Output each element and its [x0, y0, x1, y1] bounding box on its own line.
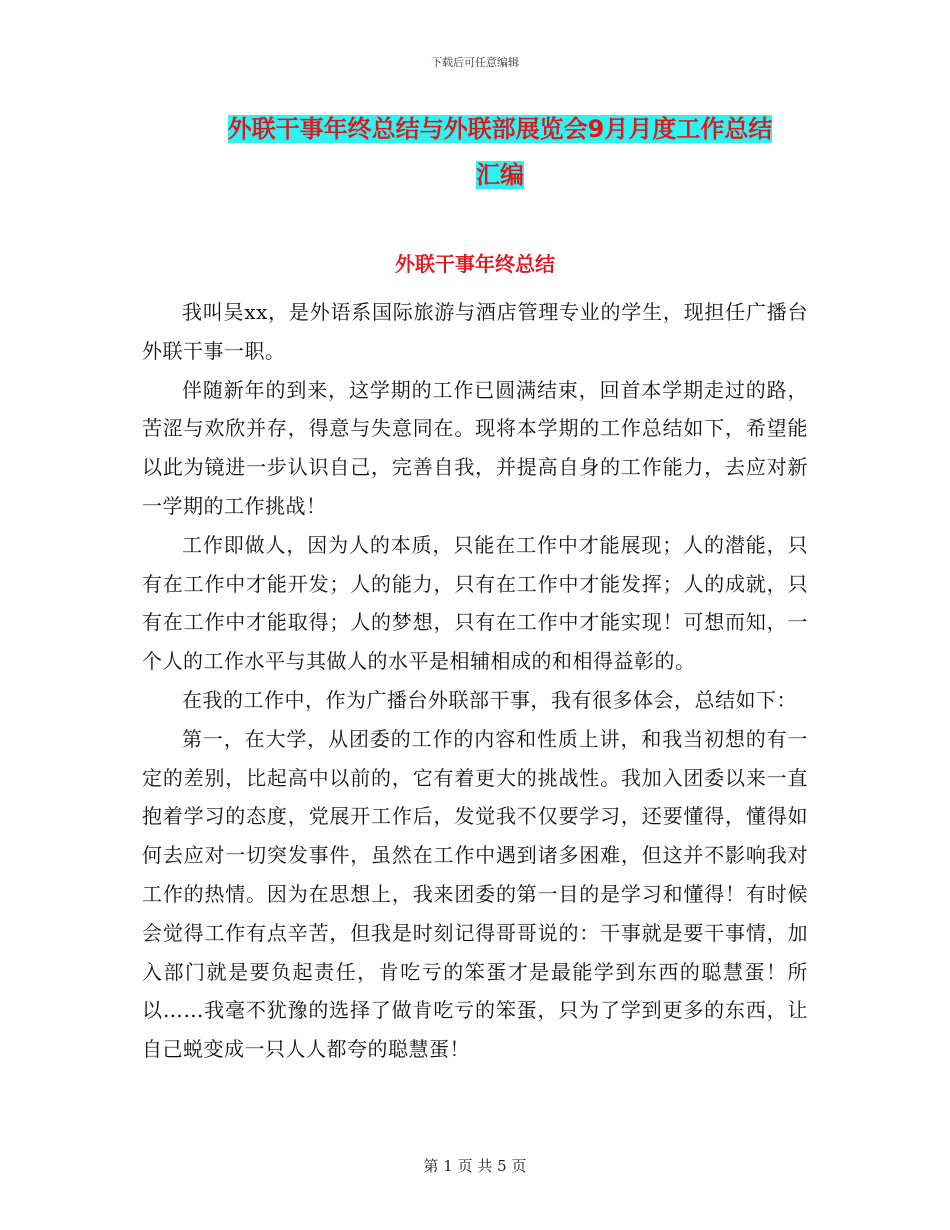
paragraph-5: 第一，在大学，从团委的工作的内容和性质上讲，和我当初想的有一定的差别，比起高中以前的，它有着更大的挑战性。我加入团委以来一直抱着学习的态度，党展开工作后，发觉我不仅要学习，还要懂得，懂得如何去应对一切突发事件，虽然在工作中遇到诸多困难，但这并不影响我对工作的热情。因为在思想上，我来团委的第一目的是学习和懂得！有时候会觉得工作有点辛苦，但我是时刻记得哥哥说的：干事就是要干事情，加入部门就是要负起责任，肯吃亏的笨蛋才是最能学到东西的聪慧蛋！所以……我毫不犹豫的选择了做肯吃亏的笨蛋，只为了学到更多的东西，让自己蜕变成一只人人都夸的聪慧蛋！ — [142, 726, 808, 1062]
paragraph-2: 伴随新年的到来，这学期的工作已圆满结束，回首本学期走过的路，苦涩与欢欣并存，得意与失意同在。现将本学期的工作总结如下，希望能以此为镜进一步认识自己，完善自我，并提高自身的工作能力，去应对新一学期的工作挑战！ — [142, 377, 808, 518]
document-title-line-1: 外联干事年终总结与外联部展览会9月月度工作总结 — [227, 115, 773, 143]
page-number-footer: 第 1 页 共 5 页 — [423, 1157, 527, 1175]
paragraph-1: 我叫吴xx，是外语系国际旅游与酒店管理专业的学生，现担任广播台外联干事一职。 — [142, 300, 808, 363]
page-header-note: 下载后可任意编辑 — [431, 56, 519, 69]
document-title-line-2: 汇编 — [476, 161, 524, 189]
body-text — [142, 293, 808, 1069]
paragraph-3: 工作即做人，因为人的本质，只能在工作中才能展现；人的潜能，只有在工作中才能开发；人的能力，只有在工作中才能发挥；人的成就，只有在工作中才能取得；人的梦想，只有在工作中才能实现！可想而知，一个人的工作水平与其做人的水平是相辅相成的和相得益彰的。 — [142, 532, 808, 674]
section-title: 外联干事年终总结 — [395, 252, 555, 276]
document-title — [130, 106, 870, 198]
paragraph-4: 在我的工作中，作为广播台外联部干事，我有很多体会，总结如下： — [182, 687, 797, 712]
